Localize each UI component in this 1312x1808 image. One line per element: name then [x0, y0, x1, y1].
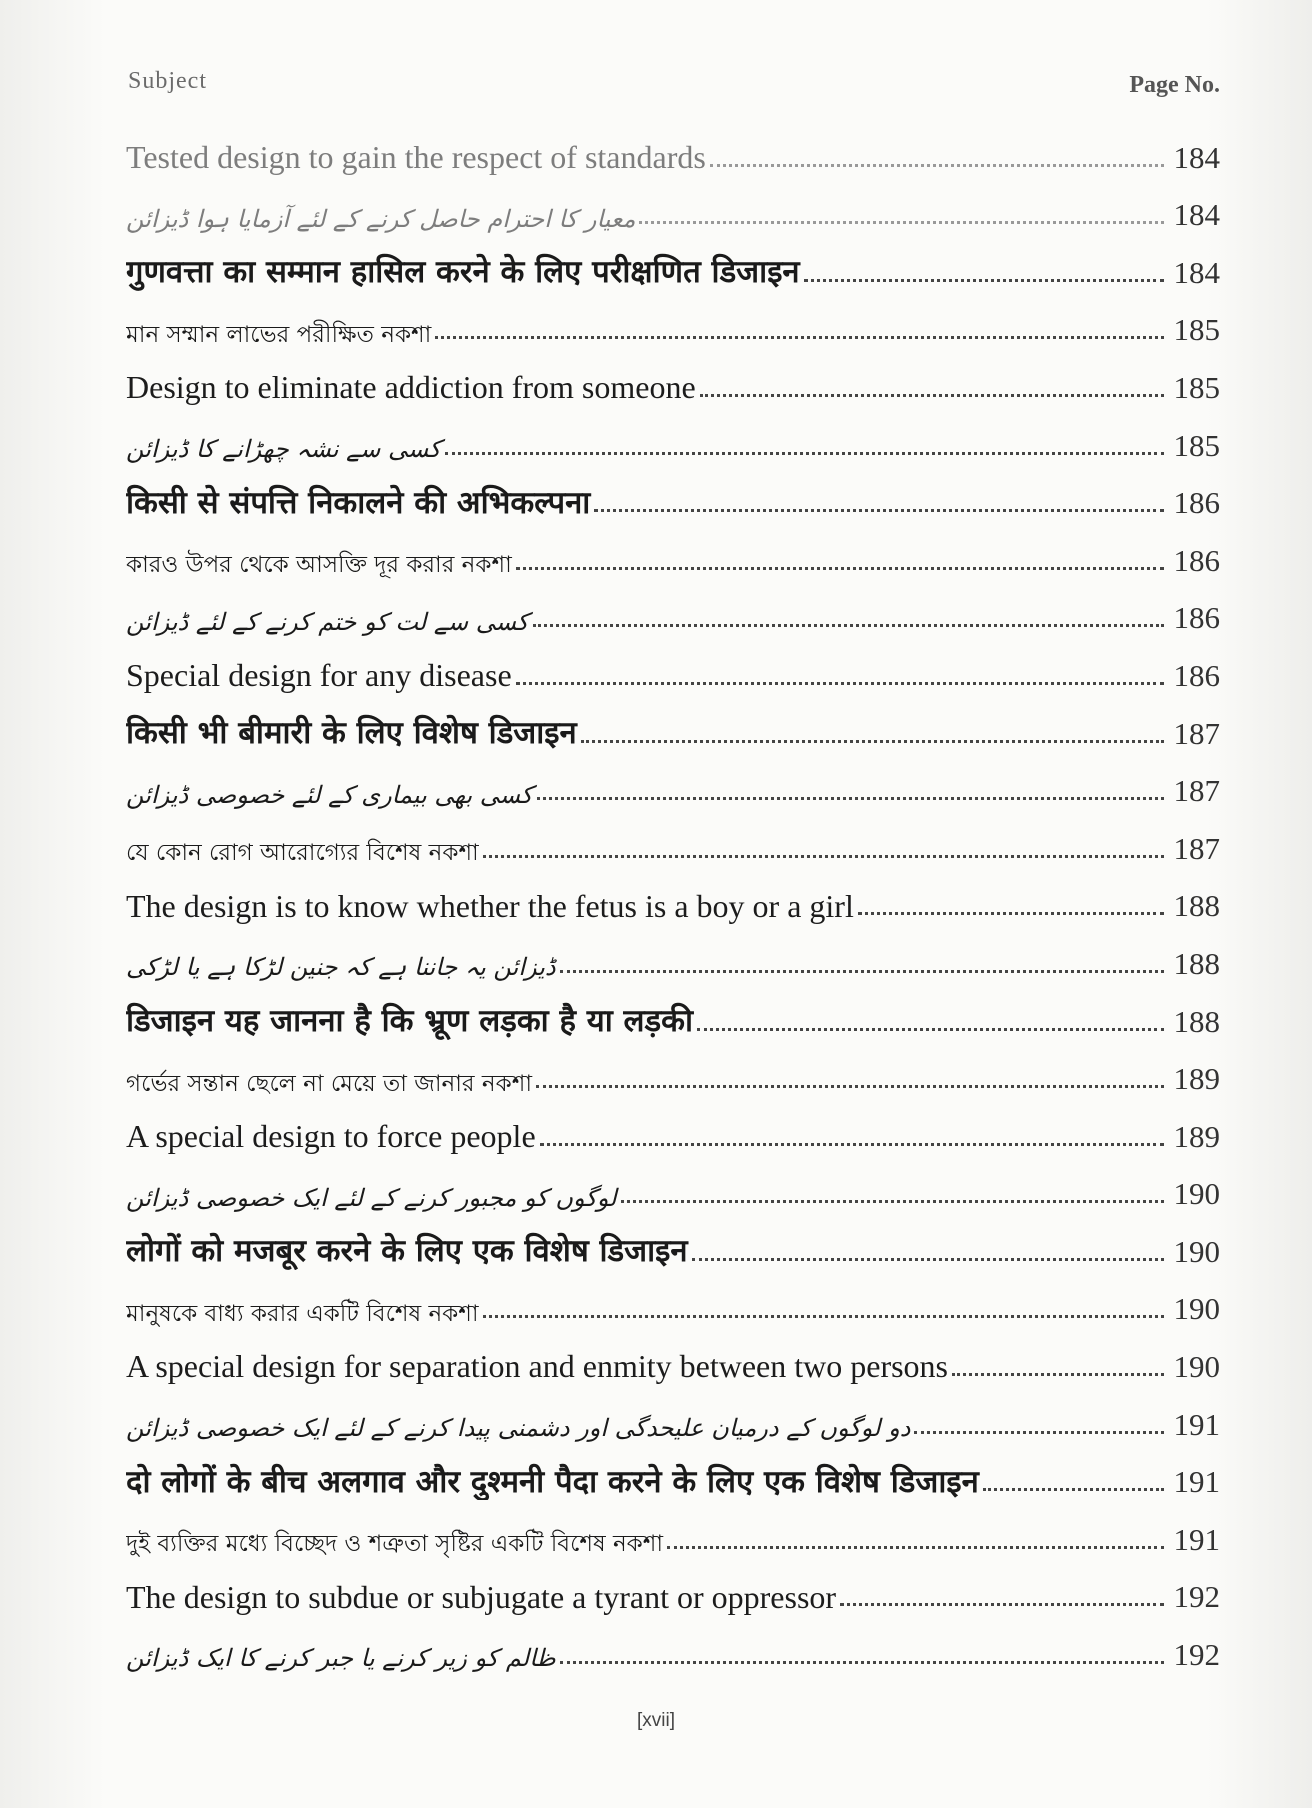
- dot-leader: [540, 1143, 1164, 1146]
- toc-entry-title: গর্ভের সন্তান ছেলে না মেয়ে তা জানার নকশা: [126, 1070, 532, 1097]
- toc-entry-title: কারও উপর থেকে আসক্তি দূর করার নকশা: [126, 552, 512, 579]
- toc-entry-page: 190: [1173, 1233, 1220, 1269]
- dot-leader: [700, 394, 1164, 397]
- dot-leader: [692, 1258, 1164, 1261]
- dot-leader: [594, 509, 1164, 512]
- toc-entry: [126, 176, 1220, 234]
- dot-leader: [840, 1603, 1164, 1606]
- toc-entry-page: 186: [1173, 542, 1220, 578]
- dot-leader: [560, 1661, 1164, 1664]
- toc-entry: [126, 1097, 1220, 1155]
- toc-entry: [126, 348, 1220, 406]
- toc-entry-page: 190: [1173, 1176, 1220, 1212]
- toc-entry-title: Tested design to gain the respect of standards: [126, 138, 706, 175]
- toc-entry: [126, 1327, 1220, 1385]
- toc-entry-title: کسی سے لت کو ختم کرنے کے لئے ڈیزائن: [126, 607, 529, 636]
- toc-entry-title: A special design for separation and enmity between two persons: [126, 1348, 948, 1385]
- toc-entry-title: The design is to know whether the fetus is a boy or a girl: [126, 887, 854, 924]
- toc-entry: [126, 867, 1220, 925]
- toc-header: [128, 62, 1220, 102]
- dot-leader: [560, 970, 1164, 973]
- toc-entry-page: 185: [1173, 427, 1220, 463]
- toc-entry-page: 184: [1173, 197, 1220, 233]
- toc-entry-page: 190: [1173, 1349, 1220, 1385]
- dot-leader: [697, 1028, 1164, 1031]
- toc-entry-page: 188: [1173, 888, 1220, 924]
- toc-entry-page: 191: [1173, 1406, 1220, 1442]
- toc-entry-title: डिजाइन यह जानना है कि भ्रूण लड़का है या लड़की: [126, 1002, 693, 1039]
- dot-leader: [483, 855, 1164, 858]
- dot-leader: [621, 1200, 1164, 1203]
- toc-entry-title: دو لوگوں کے درمیان علیحدگی اور دشمنی پیدا کرنے کے لئے ایک خصوصی ڈیزائن: [126, 1414, 911, 1443]
- toc-entry-title: A special design to force people: [126, 1117, 536, 1154]
- toc-entry: [126, 924, 1220, 982]
- dot-leader: [445, 452, 1164, 455]
- toc-entry: [126, 1500, 1220, 1558]
- toc-entry-title: کسی بھی بیماری کے لئے خصوصی ڈیزائن: [126, 780, 533, 809]
- toc-entry: [126, 406, 1220, 464]
- dot-leader: [533, 624, 1164, 627]
- toc-entry-page: 189: [1173, 1118, 1220, 1154]
- toc-entry-title: किसी भी बीमारी के लिए विशेष डिजाइन: [126, 714, 577, 751]
- toc-entry-page: 187: [1173, 773, 1220, 809]
- toc-entry-page: 185: [1173, 369, 1220, 405]
- subject-label: Subject: [128, 68, 207, 94]
- toc-entry: [126, 1615, 1220, 1673]
- dot-leader: [536, 1085, 1164, 1088]
- table-of-contents: [126, 118, 1220, 1673]
- dot-leader: [483, 1315, 1164, 1318]
- toc-entry-page: 189: [1173, 1061, 1220, 1097]
- toc-entry-title: کسی سے نشہ چھڑانے کا ڈیزائن: [126, 434, 441, 463]
- toc-entry-page: 186: [1173, 600, 1220, 636]
- toc-entry-page: 191: [1173, 1521, 1220, 1557]
- toc-entry-title: लोगों को मजबूर करने के लिए एक विशेष डिजाइन: [126, 1233, 688, 1270]
- dot-leader: [516, 682, 1164, 685]
- dot-leader: [914, 1431, 1164, 1434]
- toc-entry-page: 188: [1173, 1003, 1220, 1039]
- dot-leader: [667, 1546, 1164, 1549]
- toc-entry: [126, 636, 1220, 694]
- toc-entry-title: Design to eliminate addiction from someone: [126, 369, 696, 406]
- dot-leader: [710, 164, 1164, 167]
- toc-entry: [126, 1155, 1220, 1213]
- toc-entry-page: 187: [1173, 715, 1220, 751]
- toc-entry-title: মানুষকে বাধ্য করার একটি বিশেষ নকশা: [126, 1301, 479, 1328]
- toc-entry-title: दो लोगों के बीच अलगाव और दुश्मनी पैदा करने के लिए एक विशेष डिजाइन: [126, 1463, 979, 1500]
- toc-entry-title: ظالم کو زیر کرنے یا جبر کرنے کا ایک ڈیزائن: [126, 1644, 556, 1673]
- toc-entry-page: 192: [1173, 1579, 1220, 1615]
- toc-entry-page: 187: [1173, 830, 1220, 866]
- dot-leader: [639, 221, 1164, 224]
- toc-entry: [126, 521, 1220, 579]
- dot-leader: [858, 912, 1164, 915]
- page-no-label: Page No.: [1129, 72, 1220, 98]
- toc-entry: [126, 1443, 1220, 1501]
- toc-entry: [126, 982, 1220, 1040]
- toc-entry: [126, 752, 1220, 810]
- toc-entry-title: لوگوں کو مجبور کرنے کے لئے ایک خصوصی ڈیزائن: [126, 1183, 617, 1212]
- toc-entry: [126, 1212, 1220, 1270]
- page-number-footer: [xvii]: [637, 1710, 675, 1731]
- dot-leader: [581, 740, 1164, 743]
- toc-entry-page: 186: [1173, 485, 1220, 521]
- dot-leader: [435, 336, 1164, 339]
- toc-entry-title: দুই ব্যক্তির মধ্যে বিচ্ছেদ ও শত্রুতা সৃষ্টির একটি বিশেষ নকশা: [126, 1531, 664, 1558]
- toc-entry: [126, 1270, 1220, 1328]
- toc-entry-title: معیار کا احترام حاصل کرنے کے لئے آزمایا ہوا ڈیزائن: [126, 204, 636, 233]
- toc-entry-title: The design to subdue or subjugate a tyrant or oppressor: [126, 1578, 837, 1615]
- toc-entry-title: किसी से संपत्ति निकालने की अभिकल्पना: [126, 484, 591, 521]
- toc-entry-page: 188: [1173, 945, 1220, 981]
- dot-leader: [537, 797, 1164, 800]
- toc-entry: [126, 809, 1220, 867]
- toc-entry-title: যে কোন রোগ আরোগ্যের বিশেষ নকশা: [126, 840, 479, 867]
- dot-leader: [952, 1373, 1164, 1376]
- toc-entry: [126, 1558, 1220, 1616]
- toc-entry-title: ڈیزائن یہ جاننا ہے کہ جنین لڑکا ہے یا لڑکی: [126, 953, 556, 982]
- toc-entry: [126, 1040, 1220, 1098]
- toc-entry-page: 184: [1173, 254, 1220, 290]
- toc-entry: [126, 694, 1220, 752]
- toc-entry-page: 186: [1173, 657, 1220, 693]
- toc-entry-page: 192: [1173, 1637, 1220, 1673]
- toc-entry: [126, 579, 1220, 637]
- toc-entry-page: 184: [1173, 139, 1220, 175]
- toc-entry: [126, 118, 1220, 176]
- dot-leader: [983, 1488, 1164, 1491]
- toc-entry-title: মান সম্মান লাভের পরীক্ষিত নকশা: [126, 321, 432, 348]
- toc-entry-title: Special design for any disease: [126, 657, 512, 694]
- dot-leader: [804, 279, 1164, 282]
- toc-entry: [126, 464, 1220, 522]
- toc-entry: [126, 233, 1220, 291]
- toc-entry: [126, 291, 1220, 349]
- toc-entry-page: 190: [1173, 1291, 1220, 1327]
- toc-entry-page: 191: [1173, 1464, 1220, 1500]
- toc-entry-title: गुणवत्ता का सम्मान हासिल करने के लिए परीक्षणित डिजाइन: [126, 254, 800, 291]
- toc-entry-page: 185: [1173, 312, 1220, 348]
- dot-leader: [516, 567, 1164, 570]
- toc-entry: [126, 1385, 1220, 1443]
